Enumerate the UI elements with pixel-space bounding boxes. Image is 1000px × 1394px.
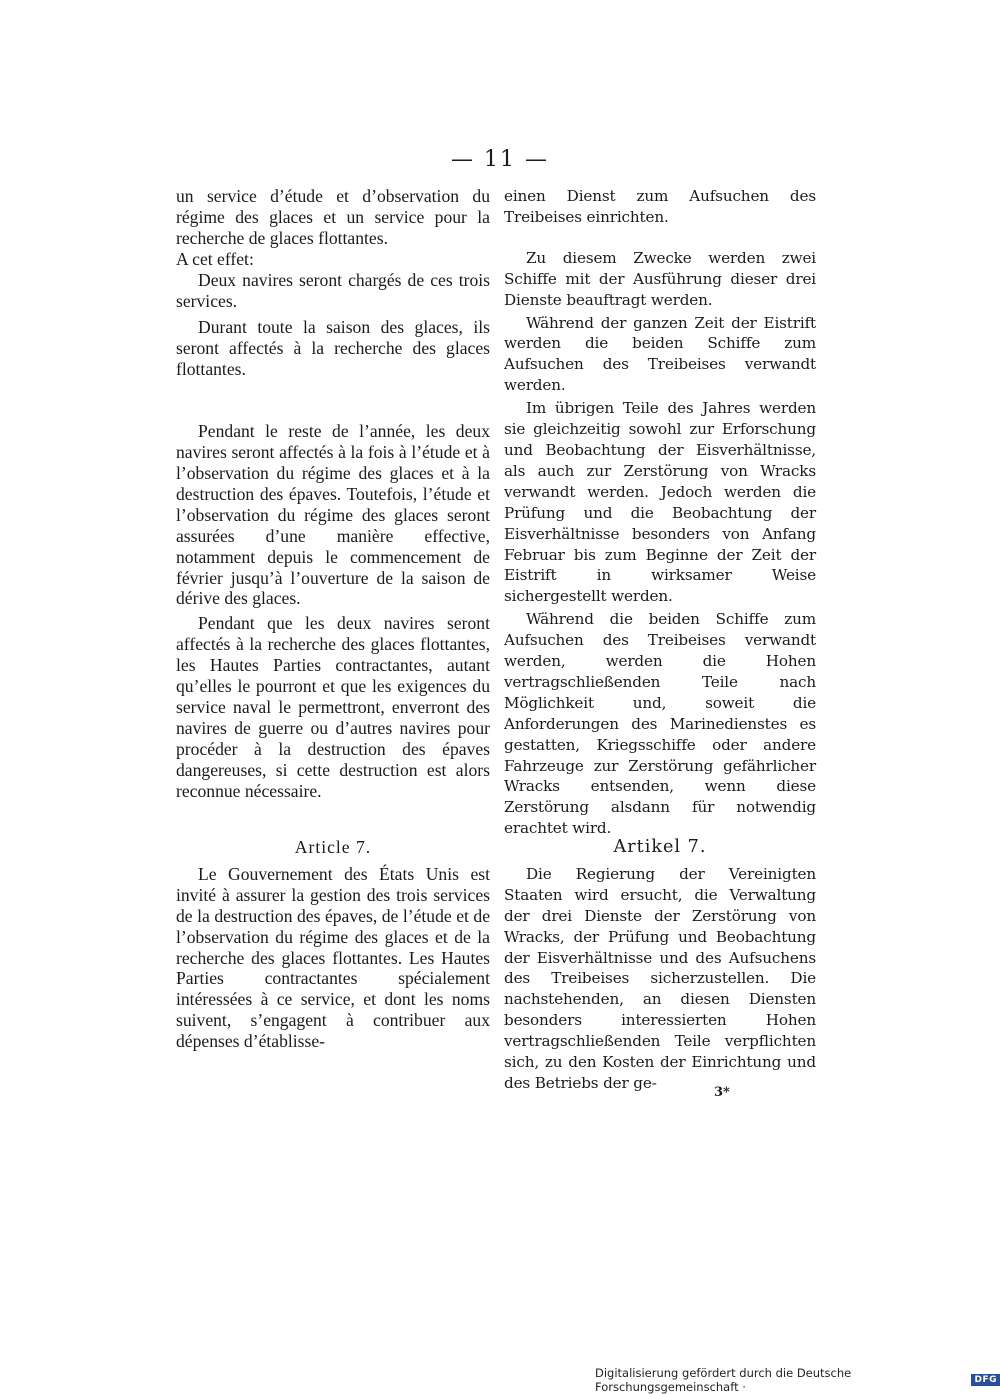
german-article-text: Die Regierung der Vereinigten Staaten wird ersucht, die Verwaltung der drei Dienste der Zerstörung von Wracks, der Prüfung und Beobachtung der Eisverhältnisse und des Aufsuchens des Treibeises sicherzustellen. Die nachstehenden, an diesen Diensten besonders interessierten Hohen vertragschließenden Teile verpflichten sich, zu den Kosten der Einrichtung und des Betriebs der ge- bbox=[504, 864, 816, 1092]
german-paragraph: Während die beiden Schiffe zum Aufsuchen des Treibeises verwandt werden, werden die Hohen vertragschließenden Teile nach Möglichkeit und, soweit die Anforderungen des Marinedienstes es gestatten, Kriegsschiffe oder andere Fahrzeuge zur Zerstörung gefährlicher Wracks entsenden, wenn diese Zerstörung alsdann für notwendig erachtet wird. bbox=[504, 610, 816, 838]
french-paragraph: Deux navires seront chargés de ces trois services. bbox=[176, 269, 490, 311]
french-article-7 bbox=[176, 837, 490, 1052]
french-paragraph: A cet effet: bbox=[176, 248, 254, 269]
german-paragraph: Während der ganzen Zeit der Eistrift werden die beiden Schiffe zum Aufsuchen des Treibeises verwandt werden. bbox=[504, 313, 816, 395]
french-article-heading: Article 7. bbox=[294, 837, 372, 857]
german-paragraph: einen Dienst zum Aufsuchen des Treibeises einrichten. bbox=[504, 187, 816, 226]
french-paragraph: Pendant que les deux navires seront affectés à la recherche des glaces flottantes, les Hautes Parties contractantes, autant qu’elles le pourront et que les exigences du service naval le permettront, enverront des navires de guerre ou d’autres navires pour procéder à la destruction des épaves dangereuses, si cette destruction est alors reconnue nécessaire. bbox=[176, 613, 490, 801]
digitization-banner bbox=[595, 1366, 1000, 1394]
signature-mark: 3* bbox=[714, 1085, 730, 1100]
german-paragraph: Im übrigen Teile des Jahres werden sie gleichzeitig sowohl zur Erforschung und Beobachtung der Eisverhältnisse, als auch zur Zerstörung von Wracks verwandt werden. Jedoch werden die Prüfung und die Beobachtung der Eisverhältnisse besonders von Anfang Februar bis zum Beginne der Zeit der Eistrift in wirksamer Weise sichergestellt werden. bbox=[504, 399, 816, 606]
dfg-logo-icon: DFG bbox=[971, 1374, 1000, 1386]
page-number: — 11 — bbox=[451, 147, 549, 172]
german-article-heading: Artikel 7. bbox=[613, 837, 707, 857]
french-paragraph: Pendant le reste de l’année, les deux navires seront affectés à la fois à l’étude et à l’observation du régime des glaces et à la destruction des épaves. Toutefois, l’étude et l’observation du régime des glaces seront assurées d’une manière effective, notamment depuis le commencement de février jusqu’à l’ouverture de la saison de dérive des glaces. bbox=[176, 421, 490, 609]
french-article-text: Le Gouvernement des États Unis est invité à assurer la gestion des trois services de la destruction des épaves, de l’étude et de l’observation du régime des glaces et de la recherche des glaces flottantes. Les Hautes Parties contractantes spécialement intéressées à ce service, et dont les noms suivent, s’engagent à contribuer aux dépenses d’établisse- bbox=[176, 863, 490, 1052]
digitization-note: Digitalisierung gefördert durch die Deutsche Forschungsgemeinschaft · bbox=[595, 1366, 852, 1394]
german-column bbox=[504, 186, 816, 839]
german-article-7 bbox=[504, 837, 816, 1094]
french-paragraph: un service d’étude et d’observation du régime des glaces et un service pour la recherche de glaces flottantes. bbox=[176, 186, 490, 248]
german-paragraph: Zu diesem Zwecke werden zwei Schiffe mit der Ausführung dieser drei Dienste beauftragt werden. bbox=[504, 248, 816, 309]
french-paragraph: Durant toute la saison des glaces, ils seront affectés à la recherche des glaces flottantes. bbox=[176, 317, 490, 380]
french-column bbox=[176, 186, 490, 801]
